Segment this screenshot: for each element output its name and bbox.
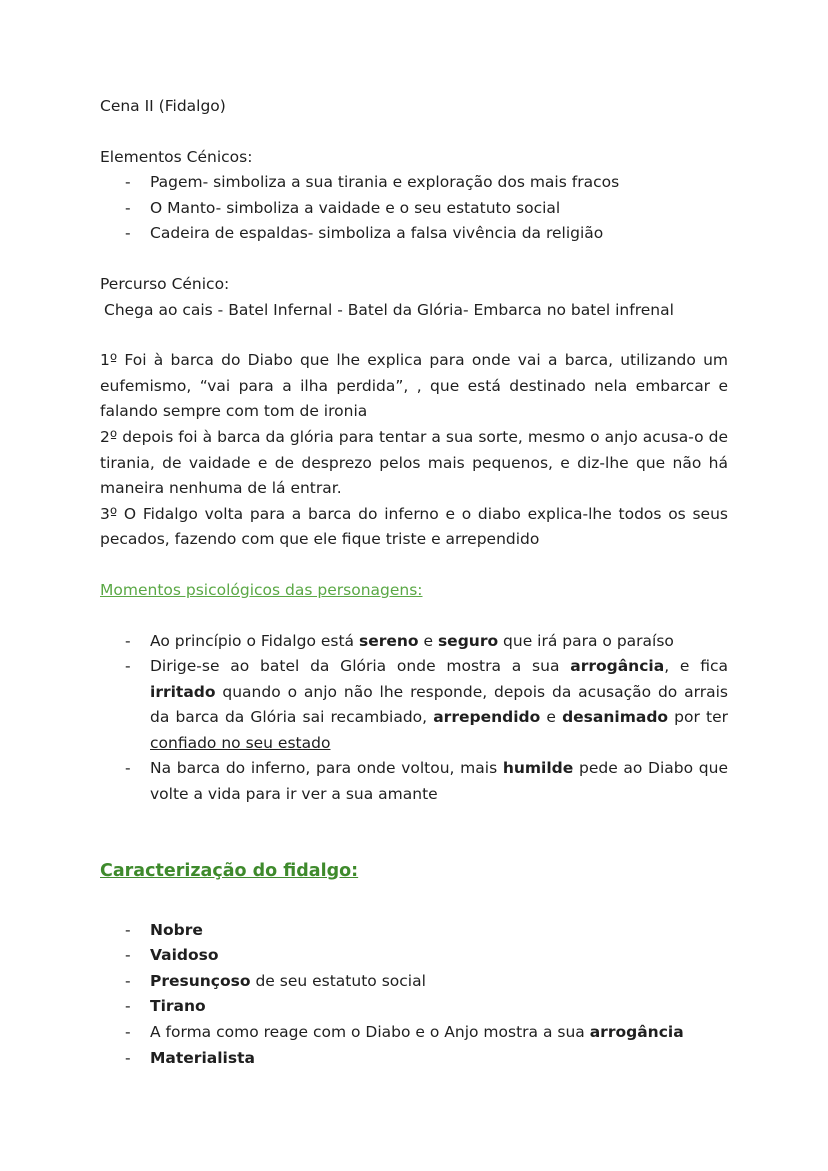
list-item: - Pagem- simboliza a sua tirania e exploração dos mais fracos: [125, 173, 620, 192]
document-page: [100, 94, 728, 1071]
step-paragraph: 1º Foi à barca do Diabo que lhe explica para onde vai a barca, utilizando um eufemismo, “vai para a ilha perdida”, , que está destinado nela embarcar e falando sempre com tom de ironia: [100, 351, 728, 421]
list-item: - Dirige-se ao batel da Glória onde mostra a sua arrogância, e fica irritado quando o anjo não lhe responde, depois da acusação do arrais da barca da Glória sai recambiado, arrependido e desanimado por ter confiado no seu estado: [125, 657, 728, 752]
step-paragraph: 3º O Fidalgo volta para a barca do inferno e o diabo explica-lhe todos os seus pecados, fazendo com que ele fique triste e arrependido: [100, 504, 728, 549]
caracterizacao-list: [100, 918, 728, 1072]
list-item: - Cadeira de espaldas- simboliza a falsa vivência da religião: [125, 224, 604, 243]
percurso-text: Chega ao cais - Batel Infernal - Batel da Glória- Embarca no batel infrenal: [104, 300, 674, 319]
list-item: - Tirano: [125, 997, 206, 1016]
elementos-heading: Elementos Cénicos:: [100, 147, 253, 166]
momentos-heading: Momentos psicológicos das personagens:: [100, 580, 423, 599]
list-item: - Nobre: [125, 920, 203, 939]
list-item: - Presunçoso de seu estatuto social: [125, 971, 426, 990]
step-paragraph: 2º depois foi à barca da glória para tentar a sua sorte, mesmo o anjo acusa-o de tirania, de vaidade e de desprezo pelos mais pequenos, e diz-lhe que não há maneira nenhuma de lá entrar.: [100, 427, 728, 498]
elementos-list: [100, 170, 728, 247]
scene-title: Cena II (Fidalgo): [100, 97, 226, 115]
list-item: - Na barca do inferno, para onde voltou, mais humilde pede ao Diabo que volte a vida para ir ver a sua amante: [125, 759, 728, 804]
percurso-heading: Percurso Cénico:: [100, 274, 230, 293]
caracterizacao-heading: Caracterização do fidalgo:: [100, 860, 359, 881]
list-item: - A forma como reage com o Diabo e o Anjo mostra a sua arrogância: [125, 1023, 684, 1042]
list-item: - O Manto- simboliza a vaidade e o seu estatuto social: [125, 198, 561, 217]
momentos-list: [100, 629, 728, 808]
list-item: - Ao princípio o Fidalgo está sereno e seguro que irá para o paraíso: [125, 631, 674, 650]
list-item: - Materialista: [125, 1048, 255, 1067]
list-item: - Vaidoso: [125, 946, 219, 965]
